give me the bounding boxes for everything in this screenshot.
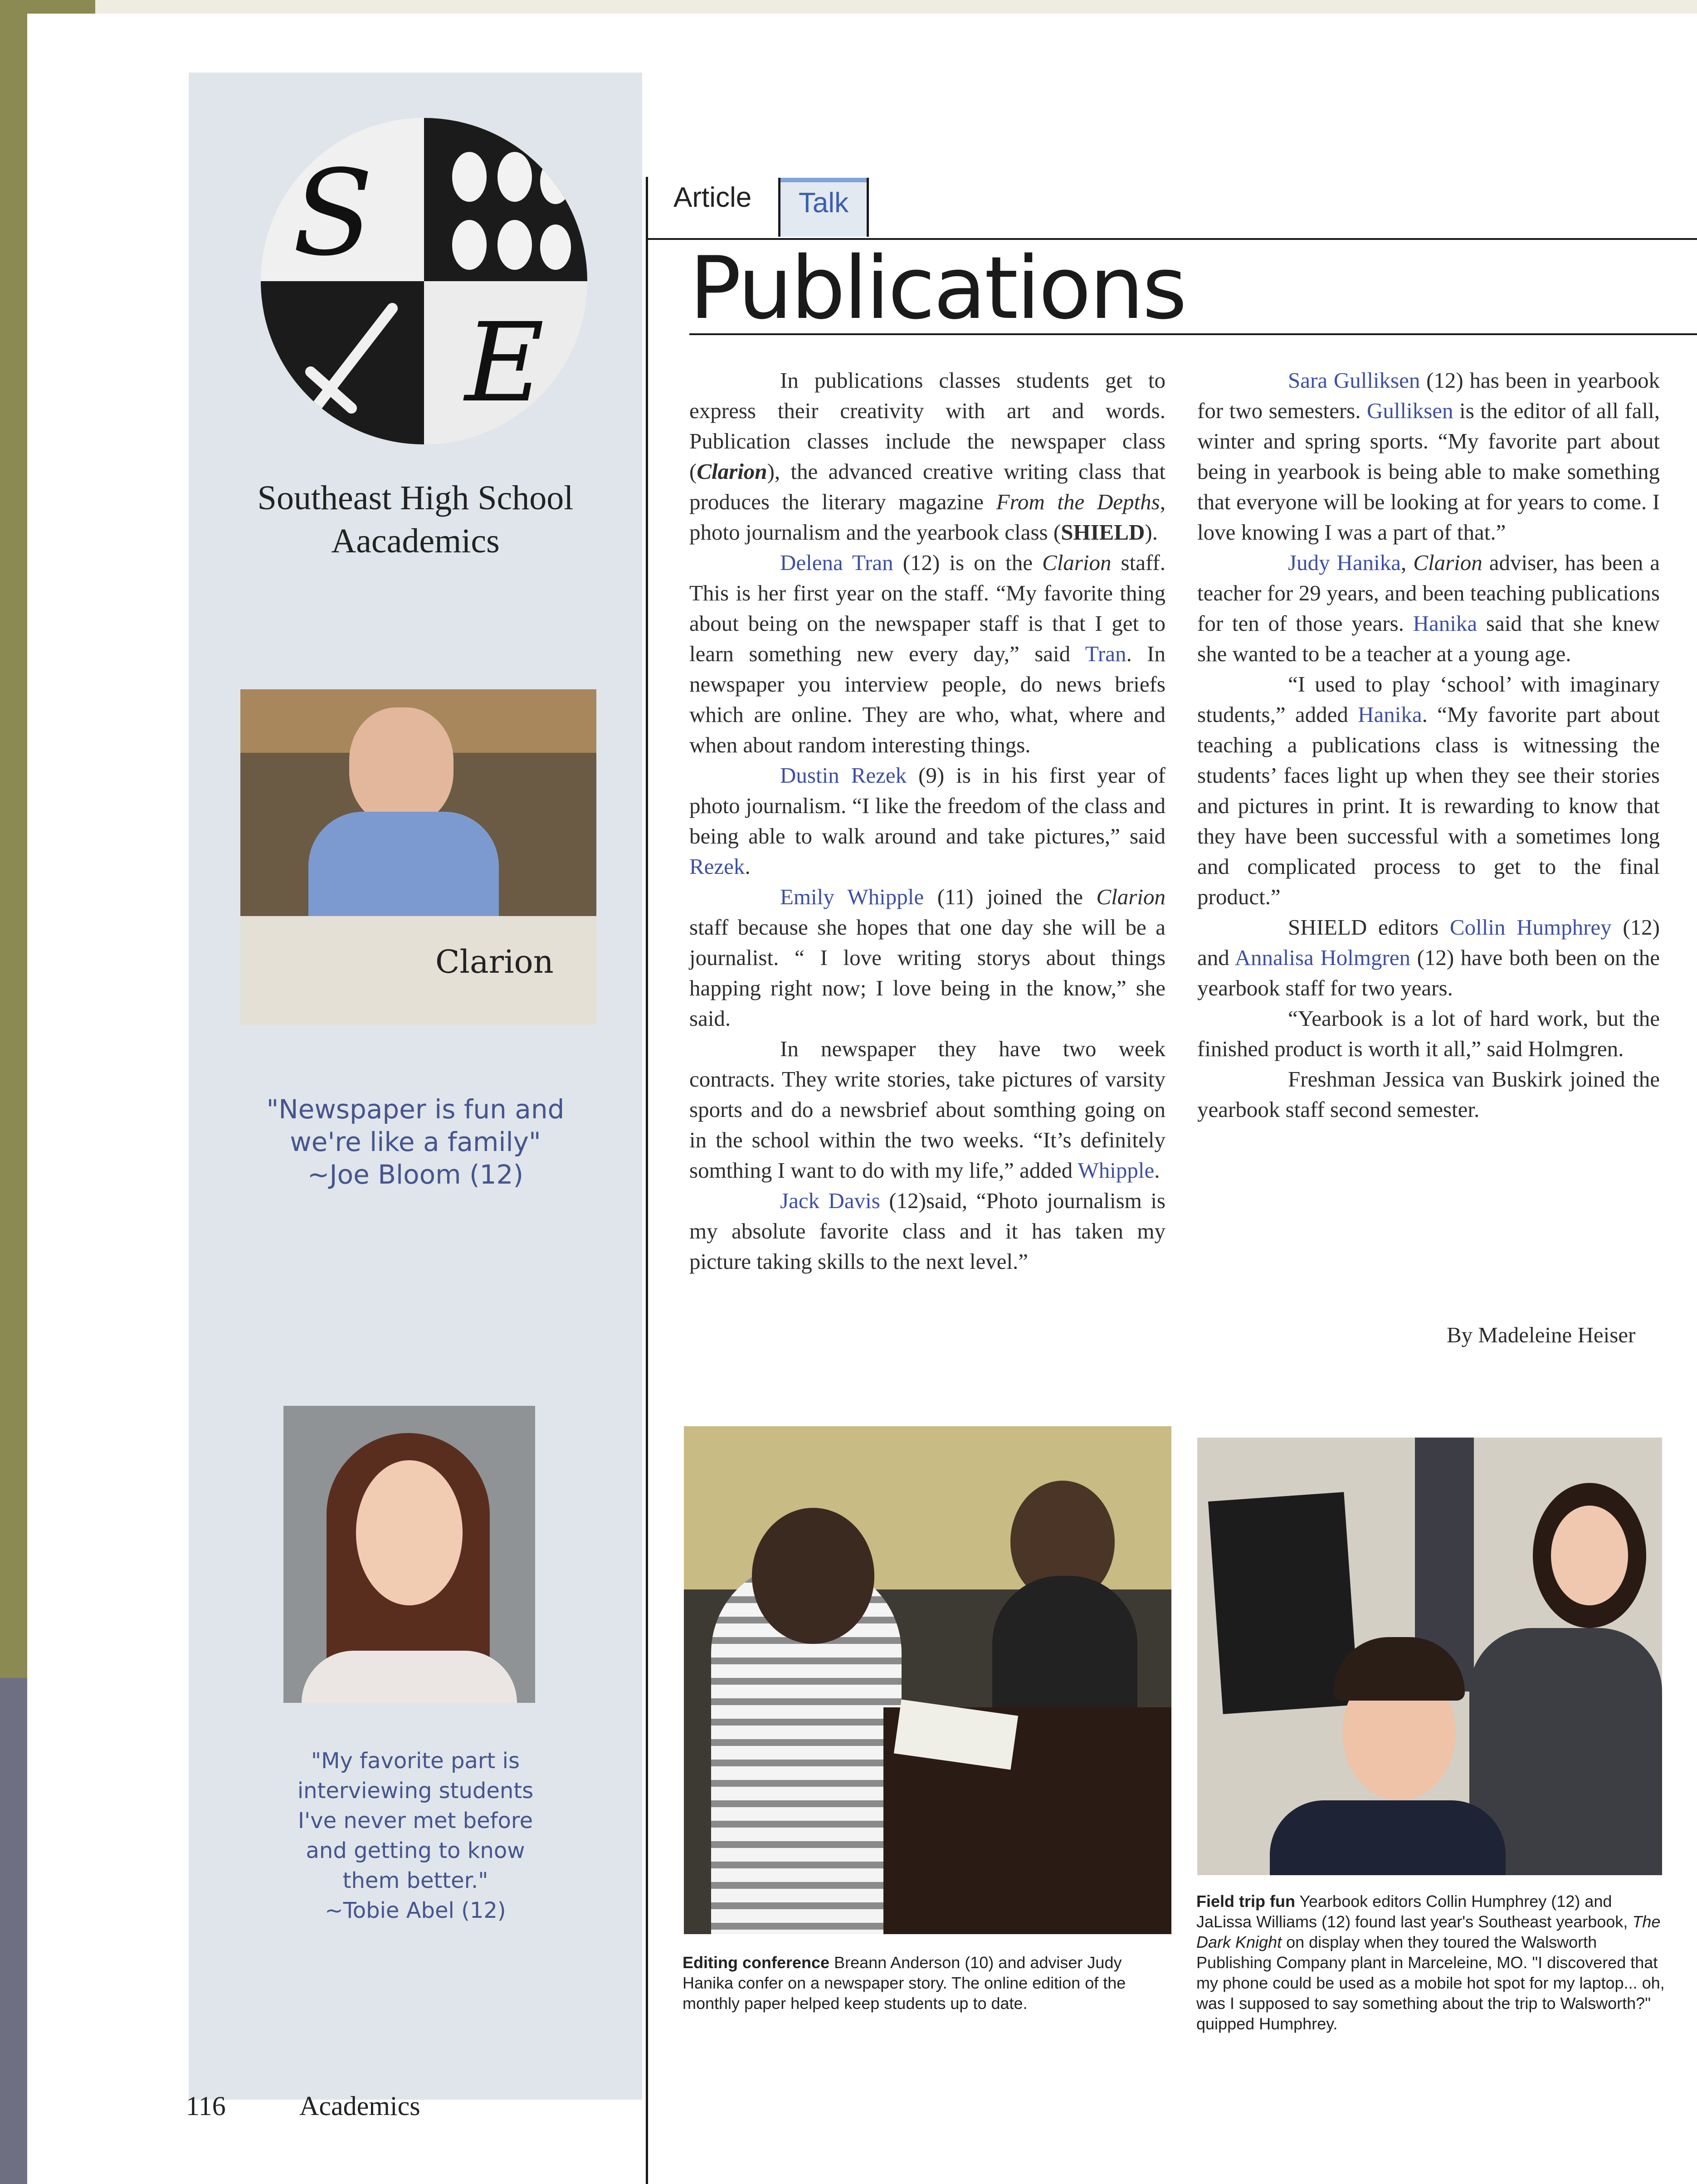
article-paragraph	[689, 760, 1165, 882]
photo-student-reading-newspaper	[240, 689, 596, 1025]
photo-shirt	[302, 1651, 517, 1703]
student-name: Rezek	[689, 854, 745, 879]
article-text-run: “I used to play ‘school’ with imaginary students,” added	[1197, 672, 1660, 727]
article-text-run: .	[745, 854, 751, 879]
article-text-run: (12)said, “Photo journalism is my absolute favorite class and it has taken my picture taking skills to the next level.”	[689, 1188, 1166, 1274]
quote-line: "My favorite part is	[311, 1748, 520, 1774]
page-title: Publications	[689, 238, 1185, 338]
student-name: Delena Tran	[780, 550, 893, 575]
student-name: Annalisa Holmgren	[1234, 945, 1411, 970]
article-paragraph	[1197, 912, 1660, 1003]
article-text-run: , photo journalism and the yearbook class (	[689, 489, 1165, 545]
student-name: Emily Whipple	[780, 884, 924, 909]
student-name: Dustin Rezek	[780, 763, 907, 788]
article-text-run: “Yearbook is a lot of hard work, but the finished product is worth it all,” said Holmgren.	[1197, 1006, 1660, 1061]
caption-editing-conference	[683, 1952, 1170, 2013]
article-text-run: Clarion	[1413, 550, 1482, 575]
article-paragraph	[689, 1185, 1165, 1277]
column-divider	[646, 177, 648, 2184]
article-text-run: .	[1154, 1158, 1160, 1183]
caption-text: Yearbook editors Collin Humphrey (12) and JaLissa Williams (12) found last year's Southeast yearbook,	[1196, 1892, 1633, 1931]
student-name: Gulliksen	[1367, 398, 1453, 423]
article-text-run: (12) and	[1197, 915, 1660, 970]
article-text-run: Clarion	[1042, 550, 1112, 575]
article-text-run: Clarion	[1096, 884, 1165, 909]
caption-lead: Editing conference	[683, 1953, 830, 1972]
quote-line: them better."	[342, 1868, 488, 1893]
article-column-1	[689, 365, 1165, 1277]
article-text-run: Freshman Jessica van Buskirk joined the yearbook staff second semester.	[1197, 1067, 1660, 1122]
article-text-run: (11) joined the	[924, 884, 1097, 909]
photo-editing-conference	[684, 1426, 1171, 1934]
tab-talk[interactable]	[778, 178, 869, 237]
article-paragraph	[1197, 547, 1660, 669]
quote-line: we're like a family"	[290, 1126, 541, 1157]
quote-line: "Newspaper is fun and	[266, 1094, 565, 1125]
article-text-run: (12) have both been on the yearbook staff for two years.	[1197, 945, 1660, 1000]
article-paragraph	[1197, 365, 1660, 547]
article-text-run: In newspaper they have two week contracts. They write stories, take pictures of varsity sports and do a newsbrief about somthing going on in the school within the two weeks. “It’s definitely somthing I want to do with my life,” added	[689, 1036, 1165, 1183]
article-paragraph	[1197, 1064, 1660, 1125]
article-paragraph	[689, 365, 1165, 547]
student-name: Collin Humphrey	[1449, 915, 1612, 940]
article-text-run: ).	[1145, 520, 1158, 545]
article-text-run: ,	[1401, 550, 1414, 575]
article-column-2	[1197, 365, 1660, 1125]
newspaper-masthead: Clarion	[435, 943, 554, 980]
section-name: Aacademics	[331, 522, 500, 560]
article-paragraph	[1197, 669, 1660, 912]
caption-book-title: The Dark Knight	[1196, 1912, 1661, 1951]
photo-boy-jacket	[1270, 1800, 1506, 1875]
school-crest-logo	[261, 118, 587, 444]
article-text-run: (9) is in his first year of photo journalism. “I like the freedom of the class and being able to walk around and take pictures,” said	[689, 763, 1165, 848]
tab-article[interactable]: Article	[673, 182, 752, 213]
photo-student-head	[349, 707, 454, 825]
article-text-run: (12) has been in yearbook for two semesters.	[1197, 368, 1660, 423]
article-text-run: staff. This is her first year on the staff. “My favorite thing about being on the newspaper staff is that I get to learn something new every day,” said	[689, 550, 1165, 666]
article-text-run: adviser, has been a teacher for 29 years, and been teaching publications for ten of those years.	[1197, 550, 1660, 636]
article-paragraph	[689, 882, 1165, 1034]
article-paragraph	[1197, 1003, 1660, 1064]
crest-letter-s: S	[293, 145, 374, 282]
school-name: Southeast High School	[257, 479, 574, 517]
caption-lead: Field trip fun	[1196, 1892, 1295, 1911]
tab-talk-label: Talk	[780, 178, 867, 219]
quote-attribution: ~Joe Bloom (12)	[307, 1159, 524, 1190]
article-text-run: SHIELD editors	[1288, 915, 1450, 940]
article-paragraph	[689, 547, 1165, 760]
byline: By Madeleine Heiser	[1447, 1322, 1636, 1347]
photo-face	[356, 1460, 463, 1605]
photo-woman-face	[1551, 1506, 1628, 1605]
article-text-run: Clarion	[697, 459, 767, 484]
quote-attribution: ~Tobie Abel (12)	[325, 1898, 506, 1923]
article-text-run: is the editor of all fall, winter and spring sports. “My favorite part about being in yearbook is being able to make something that everyone will be looking at for years to come. I love knowing I was a part of that.”	[1197, 398, 1660, 545]
article-paragraph	[689, 1034, 1165, 1185]
quote-line: interviewing students	[297, 1778, 534, 1804]
article-text-run: SHIELD	[1061, 520, 1145, 545]
article-text-run: ), the advanced creative writing class that produces the literary magazine	[689, 459, 1165, 514]
photo-student-hair	[752, 1508, 874, 1644]
article-text-run: (12) is on the	[893, 550, 1043, 575]
article-text-run: . In newspaper you interview people, do news briefs which are online. They are who, what, where and when about random interesting things.	[689, 641, 1165, 757]
article-text-run: staff because she hopes that one day she will be a journalist. “ I love writing storys about things happing right now; I love being in the know,” she said.	[689, 915, 1165, 1031]
article-text-run: In publications classes students get to express their creativity with art and words. Publication classes include the newspaper class (	[689, 368, 1165, 484]
quote-tobie-abel	[189, 1746, 642, 1926]
crest-letter-e: E	[465, 299, 545, 426]
student-name: Judy Hanika	[1288, 550, 1401, 575]
student-name: Hanika	[1413, 611, 1478, 636]
caption-text-2: on display when they toured the Walsworth Publishing Company plant in Marceleine, MO. "I discovered that my phone could be used as a mobile hot spot for my laptop... oh, was I supposed to say something about the trip to Walsworth?" quipped Humphrey.	[1196, 1933, 1665, 2033]
student-name: Sara Gulliksen	[1288, 368, 1420, 393]
article-text-run: . “My favorite part about teaching a publications class is witnessing the students’ faces light up when they see their stories and pictures in print. It is rewarding to know that they have been successful with a sometimes long and complicated process to get to the final product.”	[1197, 702, 1660, 909]
page-number: 116	[186, 2091, 226, 2121]
student-name: Jack Davis	[780, 1188, 880, 1213]
article-text-run: From the Depths	[996, 489, 1160, 514]
photo-portrait-tobie-abel	[283, 1406, 535, 1703]
caption-field-trip	[1196, 1891, 1670, 2034]
folio-section: Academics	[299, 2091, 420, 2121]
quote-line: and getting to know	[306, 1838, 525, 1863]
quote-line: I've never met before	[297, 1808, 533, 1833]
student-name: Tran	[1085, 641, 1126, 666]
article-text-run: said that she knew she wanted to be a teacher at a young age.	[1197, 611, 1660, 666]
photo-field-trip	[1197, 1438, 1662, 1875]
quote-joe-bloom	[189, 1093, 642, 1191]
student-name: Hanika	[1358, 702, 1422, 727]
caption-text: Breann Anderson (10) and adviser Judy Hanika confer on a newspaper story. The online edition of the monthly paper helped keep students up to date.	[683, 1953, 1126, 2013]
student-name: Whipple	[1078, 1158, 1155, 1183]
